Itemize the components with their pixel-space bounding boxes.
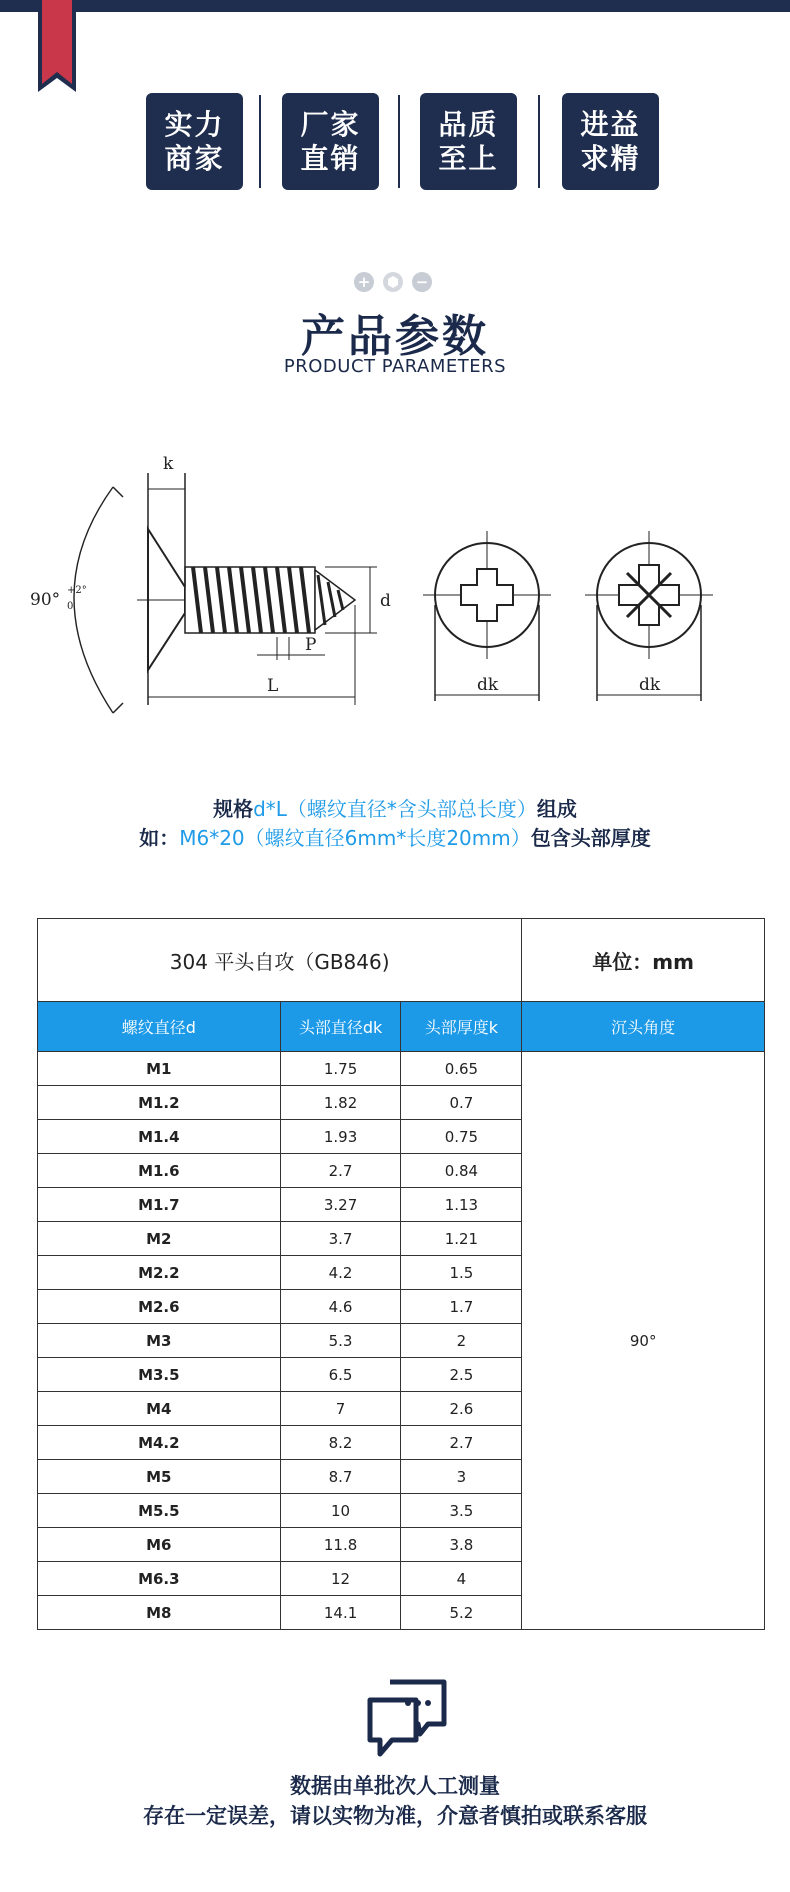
hex-dot-icon [383, 272, 403, 292]
plus-dot-icon: + [354, 272, 374, 292]
cell-thread-diameter: M6.3 [38, 1562, 281, 1596]
cell-head-diameter: 8.2 [280, 1426, 401, 1460]
cell-head-diameter: 1.75 [280, 1052, 401, 1086]
cell-thread-diameter: M2.2 [38, 1256, 281, 1290]
col-thread-diameter: 螺纹直径d [38, 1002, 281, 1052]
footer-note-2: 存在一定误差，请以实物为准，介意者慎拍或联系客服 [143, 1804, 647, 1828]
bookmark-ribbon-icon [38, 0, 76, 92]
cell-head-diameter: 2.7 [280, 1154, 401, 1188]
spec-line-1: 规格d*L（螺纹直径*含头部总长度）组成 [213, 797, 577, 821]
cell-thread-diameter: M1 [38, 1052, 281, 1086]
cell-head-thickness: 3.5 [401, 1494, 522, 1528]
col-head-thickness: 头部厚度k [401, 1002, 522, 1052]
cell-head-diameter: 4.6 [280, 1290, 401, 1324]
cell-head-diameter: 8.7 [280, 1460, 401, 1494]
cell-thread-diameter: M3.5 [38, 1358, 281, 1392]
badge-divider [538, 95, 540, 188]
cell-head-diameter: 14.1 [280, 1596, 401, 1630]
cell-thread-diameter: M1.7 [38, 1188, 281, 1222]
badge-excellence: 进益 求精 [562, 93, 659, 190]
cell-head-thickness: 2 [401, 1324, 522, 1358]
cell-head-thickness: 3 [401, 1460, 522, 1494]
cell-head-thickness: 0.7 [401, 1086, 522, 1120]
section-dots [354, 272, 434, 292]
cell-thread-diameter: M1.6 [38, 1154, 281, 1188]
p-label: P [305, 635, 317, 655]
d-label: d [380, 591, 391, 611]
table-title: 304 平头自攻（GB846) [38, 919, 522, 1002]
cell-thread-diameter: M2 [38, 1222, 281, 1256]
section-subtitle: PRODUCT PARAMETERS [283, 356, 507, 377]
cell-head-diameter: 7 [280, 1392, 401, 1426]
cell-head-diameter: 4.2 [280, 1256, 401, 1290]
cell-head-diameter: 3.7 [280, 1222, 401, 1256]
badge-quality: 品质 至上 [420, 93, 517, 190]
cell-head-diameter: 12 [280, 1562, 401, 1596]
cell-thread-diameter: M4.2 [38, 1426, 281, 1460]
k-label: k [163, 454, 174, 474]
cell-thread-diameter: M4 [38, 1392, 281, 1426]
l-label: L [267, 676, 279, 696]
col-head-diameter: 头部直径dk [280, 1002, 401, 1052]
cell-thread-diameter: M5.5 [38, 1494, 281, 1528]
cell-head-thickness: 3.8 [401, 1528, 522, 1562]
angle-tolerance-plus: +2° [67, 585, 87, 596]
cell-countersink-angle: 90° [522, 1052, 765, 1630]
cell-head-thickness: 1.21 [401, 1222, 522, 1256]
cell-head-diameter: 6.5 [280, 1358, 401, 1392]
screw-dimension-diagram [25, 445, 745, 730]
cell-thread-diameter: M1.2 [38, 1086, 281, 1120]
feature-badges [0, 93, 790, 191]
cell-head-thickness: 0.75 [401, 1120, 522, 1154]
cell-thread-diameter: M5 [38, 1460, 281, 1494]
badge-divider [259, 95, 261, 188]
badge-strength: 实力 商家 [146, 93, 243, 190]
top-bar [0, 0, 790, 12]
angle-tolerance-minus: 0 [67, 601, 74, 612]
cell-head-diameter: 5.3 [280, 1324, 401, 1358]
cell-head-thickness: 2.6 [401, 1392, 522, 1426]
angle-label: 90° [30, 590, 61, 610]
col-countersink-angle: 沉头角度 [522, 1002, 765, 1052]
section-title: 产品参数 [301, 311, 489, 362]
cell-head-thickness: 1.13 [401, 1188, 522, 1222]
cell-head-diameter: 11.8 [280, 1528, 401, 1562]
cell-head-thickness: 2.5 [401, 1358, 522, 1392]
dk-label-2: dk [639, 675, 661, 695]
cell-head-thickness: 1.5 [401, 1256, 522, 1290]
footer-note-1: 数据由单批次人工测量 [290, 1774, 500, 1798]
table-unit: 单位：mm [522, 919, 765, 1002]
badge-factory-direct: 厂家 直销 [282, 93, 379, 190]
cell-head-diameter: 1.93 [280, 1120, 401, 1154]
cell-head-thickness: 5.2 [401, 1596, 522, 1630]
table-row [38, 1052, 765, 1086]
parameter-table [37, 918, 765, 1630]
cell-head-thickness: 2.7 [401, 1426, 522, 1460]
spec-line-2: 如：M6*20（螺纹直径6mm*长度20mm）包含头部厚度 [139, 826, 651, 850]
chat-bubbles-icon [366, 1678, 448, 1758]
badge-divider [398, 95, 400, 188]
minus-dot-icon: − [412, 272, 432, 292]
cell-head-diameter: 3.27 [280, 1188, 401, 1222]
cell-head-thickness: 0.84 [401, 1154, 522, 1188]
table-column-row [38, 1002, 765, 1052]
dk-label-1: dk [477, 675, 499, 695]
cell-thread-diameter: M3 [38, 1324, 281, 1358]
cell-head-thickness: 4 [401, 1562, 522, 1596]
cell-head-diameter: 1.82 [280, 1086, 401, 1120]
table-header-row [38, 919, 765, 1002]
cell-thread-diameter: M6 [38, 1528, 281, 1562]
cell-head-thickness: 0.65 [401, 1052, 522, 1086]
cell-head-diameter: 10 [280, 1494, 401, 1528]
cell-thread-diameter: M2.6 [38, 1290, 281, 1324]
cell-head-thickness: 1.7 [401, 1290, 522, 1324]
cell-thread-diameter: M1.4 [38, 1120, 281, 1154]
cell-thread-diameter: M8 [38, 1596, 281, 1630]
